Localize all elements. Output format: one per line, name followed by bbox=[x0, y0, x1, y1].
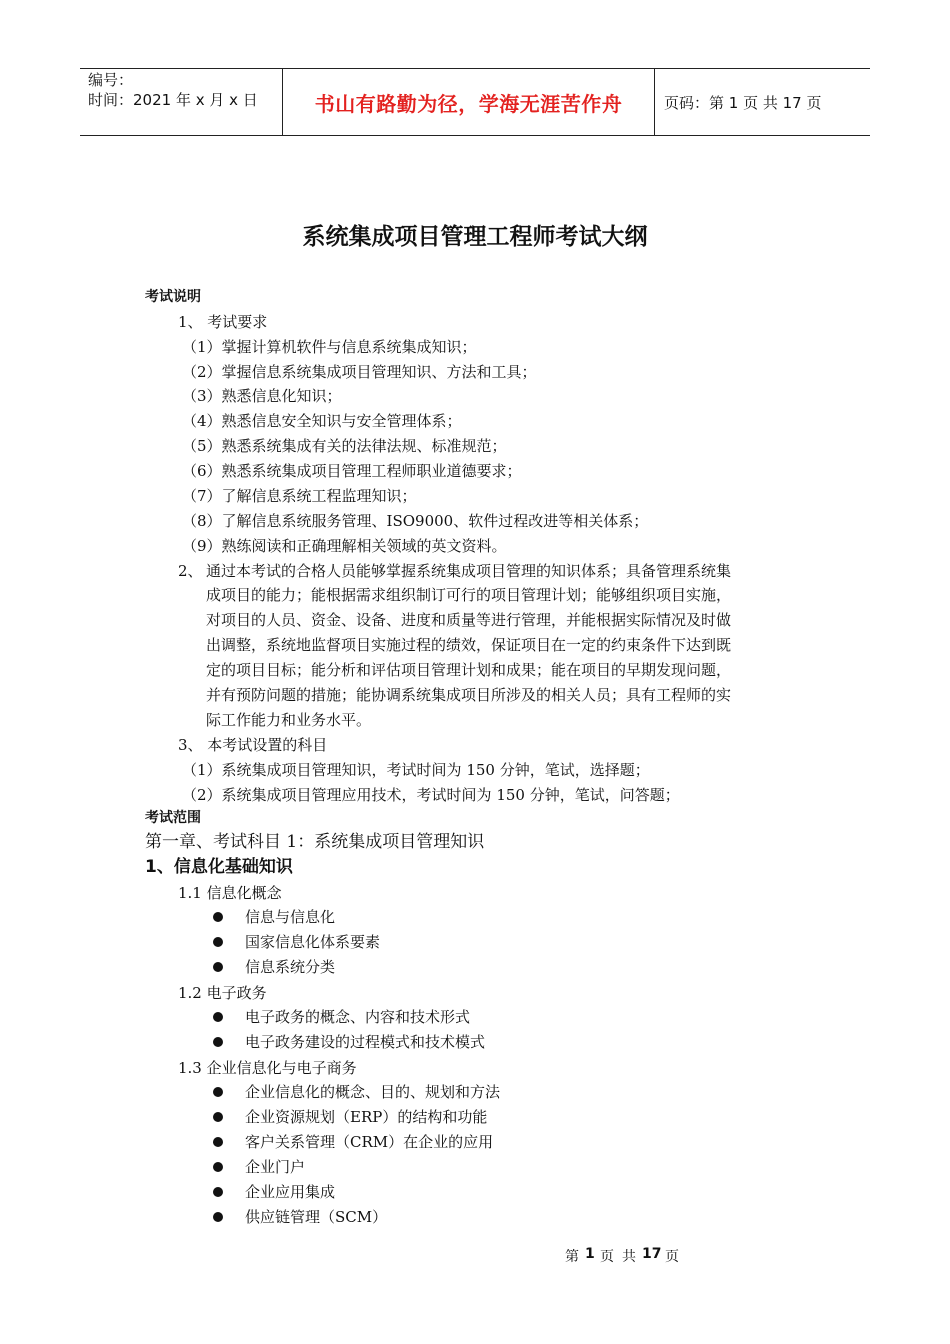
header-table bbox=[80, 68, 870, 136]
item-requirements: 1、 考试要求 bbox=[178, 313, 268, 331]
list-item: 信息与信息化 bbox=[245, 908, 336, 926]
bullet-icon bbox=[213, 1037, 223, 1047]
bullet-icon bbox=[213, 937, 223, 947]
list-item: 企业信息化的概念、目的、规划和方法 bbox=[245, 1083, 501, 1101]
list-item: 客户关系管理（CRM）在企业的应用 bbox=[245, 1133, 494, 1151]
list-item: 电子政务的概念、内容和技术形式 bbox=[245, 1008, 471, 1026]
requirement-line: （5）熟悉系统集成有关的法律法规、标准规范； bbox=[182, 437, 507, 455]
item-subjects: 3、 本考试设置的科目 bbox=[178, 736, 328, 754]
footer-total-unit: 页 bbox=[665, 1249, 679, 1265]
subheading-1-3: 1.3 企业信息化与电子商务 bbox=[178, 1059, 357, 1077]
footer-page-number: 1 bbox=[585, 1246, 595, 1262]
subheading-1-2: 1.2 电子政务 bbox=[178, 984, 267, 1002]
time-label: 时间：2021 年 x 月 x 日 bbox=[88, 91, 258, 109]
requirement-line: （4）熟悉信息安全知识与安全管理体系； bbox=[182, 412, 462, 430]
list-item: 电子政务建设的过程模式和技术模式 bbox=[245, 1033, 486, 1051]
item-2-line: 出调整，系统地监督项目实施过程的绩效，保证项目在一定的约束条件下达到既 bbox=[206, 636, 732, 654]
list-item: 信息系统分类 bbox=[245, 958, 336, 976]
header-motto-cell bbox=[282, 69, 655, 135]
item-2-line: 对项目的人员、资金、设备、进度和质量等进行管理，并能根据实际情况及时做 bbox=[206, 611, 732, 629]
bullet-icon bbox=[213, 1137, 223, 1147]
item-2-line: 成项目的能力；能根据需求组织制订可行的项目管理计划；能够组织项目实施， bbox=[206, 586, 732, 604]
requirement-line: （6）熟悉系统集成项目管理工程师职业道德要求； bbox=[182, 462, 522, 480]
item-2-line: 际工作能力和业务水平。 bbox=[206, 711, 372, 729]
item-2-line: 通过本考试的合格人员能够掌握系统集成项目管理的知识体系；具备管理系统集 bbox=[206, 562, 732, 580]
subheading-1-1: 1.1 信息化概念 bbox=[178, 884, 282, 902]
bullet-icon bbox=[213, 1187, 223, 1197]
number-label: 编号： bbox=[88, 71, 134, 89]
header-page-cell bbox=[655, 69, 870, 135]
bullet-icon bbox=[213, 1212, 223, 1222]
bullet-icon bbox=[213, 912, 223, 922]
footer-total-number: 17 bbox=[642, 1246, 662, 1262]
page-label: 页码：第 1 页 共 17 页 bbox=[664, 93, 822, 112]
heading-info-basics: 1、信息化基础知识 bbox=[145, 857, 293, 877]
requirement-line: （1）掌握计算机软件与信息系统集成知识； bbox=[182, 338, 477, 356]
bullet-icon bbox=[213, 1112, 223, 1122]
footer-page-unit: 页 bbox=[600, 1249, 614, 1265]
footer-page-word: 第 bbox=[565, 1249, 579, 1265]
item-2-line: 并有预防问题的措施；能协调系统集成项目所涉及的相关人员；具有工程师的实 bbox=[206, 686, 732, 704]
item-2-number: 2、 bbox=[178, 562, 203, 580]
motto: 书山有路勤为径，学海无涯苦作舟 bbox=[314, 91, 623, 116]
list-item: 企业应用集成 bbox=[245, 1183, 336, 1201]
requirement-line: （3）熟悉信息化知识； bbox=[182, 387, 342, 405]
list-item: 供应链管理（SCM） bbox=[245, 1208, 388, 1226]
section-heading-exam-notes: 考试说明 bbox=[145, 289, 201, 305]
subject-line: （1）系统集成项目管理知识，考试时间为 150 分钟，笔试，选择题； bbox=[182, 761, 650, 779]
requirement-line: （7）了解信息系统工程监理知识； bbox=[182, 487, 417, 505]
item-2-line: 定的项目目标；能分析和评估项目管理计划和成果；能在项目的早期发现问题， bbox=[206, 661, 732, 679]
footer-total-word: 共 bbox=[622, 1249, 636, 1265]
document-title: 系统集成项目管理工程师考试大纲 bbox=[302, 224, 648, 250]
bullet-icon bbox=[213, 1162, 223, 1172]
bullet-icon bbox=[213, 962, 223, 972]
bullet-icon bbox=[213, 1087, 223, 1097]
requirement-line: （8）了解信息系统服务管理、ISO9000、软件过程改进等相关体系； bbox=[182, 512, 649, 530]
list-item: 国家信息化体系要素 bbox=[245, 933, 381, 951]
list-item: 企业资源规划（ERP）的结构和功能 bbox=[245, 1108, 488, 1126]
section-heading-exam-scope: 考试范围 bbox=[145, 810, 201, 826]
requirement-line: （9）熟练阅读和正确理解相关领域的英文资料。 bbox=[182, 537, 507, 555]
requirement-line: （2）掌握信息系统集成项目管理知识、方法和工具； bbox=[182, 363, 537, 381]
bullet-icon bbox=[213, 1012, 223, 1022]
subject-line: （2）系统集成项目管理应用技术，考试时间为 150 分钟，笔试，问答题； bbox=[182, 786, 680, 804]
chapter-heading: 第一章、考试科目 1：系统集成项目管理知识 bbox=[145, 832, 485, 852]
header-left-cell bbox=[80, 69, 282, 135]
list-item: 企业门户 bbox=[245, 1158, 306, 1176]
